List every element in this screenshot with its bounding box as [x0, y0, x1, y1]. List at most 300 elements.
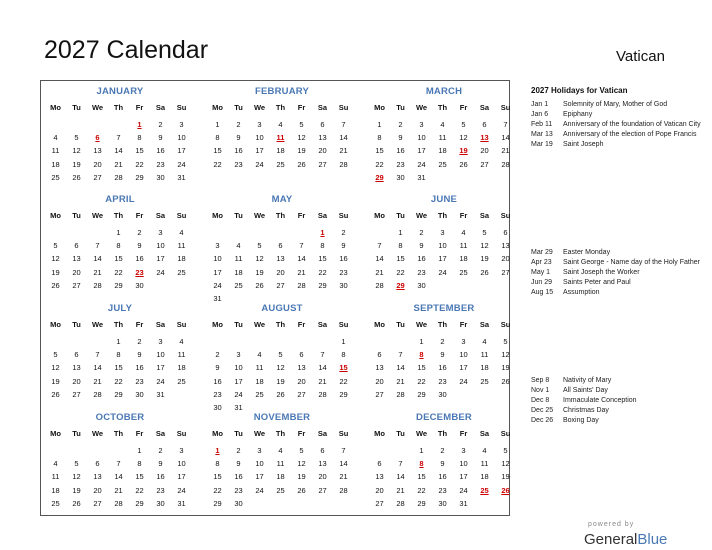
calendar-day: 8 [341, 350, 346, 360]
weekday-header: We [253, 429, 266, 438]
calendar-day: 12 [72, 146, 81, 156]
calendar-day: 7 [398, 459, 403, 469]
calendar-day: 20 [72, 376, 81, 386]
calendar-day: 22 [396, 267, 405, 277]
calendar-day: 26 [72, 172, 81, 182]
calendar-day: 11 [480, 350, 489, 360]
weekday-header: Mo [212, 211, 223, 220]
calendar-day: 9 [440, 459, 445, 469]
calendar-day: 6 [320, 120, 325, 129]
weekday-header: We [415, 429, 428, 438]
weekday-header: Sa [317, 429, 328, 438]
calendar-day: 18 [276, 472, 285, 482]
calendar-day: 29 [114, 280, 123, 290]
calendar-day: 19 [297, 472, 306, 482]
weekday-header: We [91, 211, 104, 220]
holiday-date: Feb 11 [531, 121, 553, 128]
calendar-day: 27 [72, 389, 81, 399]
calendar-day: 30 [339, 280, 348, 290]
holiday-item [531, 258, 701, 267]
weekday-header: We [91, 320, 104, 329]
weekday-header: Fr [297, 320, 306, 329]
month-september [369, 300, 519, 406]
calendar-day: 8 [116, 350, 121, 360]
weekday-header: Tu [72, 320, 81, 329]
calendar-day: 11 [480, 459, 489, 469]
calendar-day: 4 [482, 337, 487, 346]
weekday-header: Mo [374, 320, 385, 329]
calendar-day: 29 [318, 280, 327, 290]
calendar-day: 26 [276, 389, 285, 399]
calendar-day: 24 [234, 389, 243, 399]
holiday-name: Saint Joseph the Worker [563, 269, 640, 276]
weekday-header: Tu [396, 103, 405, 112]
weekday-header: Th [275, 429, 286, 438]
calendar-day: 25 [459, 267, 468, 277]
calendar-day: 15 [417, 363, 426, 373]
calendar-day: 12 [501, 459, 510, 469]
holiday-date: May 1 [531, 269, 551, 276]
calendar-day: 5 [503, 446, 508, 455]
holiday-day: 6 [95, 133, 100, 143]
calendar-day: 21 [297, 267, 306, 277]
calendar-day: 13 [375, 363, 384, 373]
calendar-day: 22 [417, 485, 426, 495]
calendar-day: 22 [213, 485, 222, 495]
calendar-day: 31 [177, 498, 186, 508]
holiday-item [531, 416, 701, 425]
calendar-day: 3 [461, 446, 466, 455]
calendar-day: 26 [459, 159, 468, 169]
calendar-day: 11 [51, 472, 60, 482]
calendar-day: 3 [257, 120, 262, 129]
calendar-day: 5 [299, 120, 304, 129]
calendar-day: 17 [156, 254, 165, 264]
weekday-header: Sa [155, 429, 166, 438]
holiday-item [531, 100, 701, 109]
calendar-day: 10 [255, 133, 264, 143]
calendar-day: 6 [74, 241, 79, 251]
calendar-day: 25 [177, 376, 186, 386]
holiday-item [531, 248, 701, 257]
calendar-day: 21 [339, 146, 348, 156]
calendar-day: 7 [95, 241, 100, 251]
calendar-day: 13 [72, 363, 81, 373]
holiday-day: 1 [137, 120, 142, 129]
calendar-day: 5 [482, 228, 487, 237]
calendar-day: 12 [51, 254, 60, 264]
calendar-day: 27 [318, 485, 327, 495]
weekday-header: Mo [50, 429, 61, 438]
holiday-date: Sep 8 [531, 377, 550, 384]
holiday-day: 1 [320, 228, 325, 237]
weekday-header: Sa [317, 211, 328, 220]
weekday-header: Th [113, 103, 124, 112]
calendar-day: 17 [255, 146, 264, 156]
calendar-day: 20 [501, 254, 510, 264]
calendar-day: 17 [177, 146, 186, 156]
weekday-header: Tu [72, 103, 81, 112]
holiday-name: Saint Joseph [563, 141, 604, 148]
calendar-day: 3 [158, 228, 163, 237]
page-title: 2027 Calendar [44, 36, 209, 64]
calendar-day: 11 [438, 133, 447, 143]
calendar-day: 31 [177, 172, 186, 182]
holiday-day: 26 [501, 485, 510, 495]
holiday-name: Nativity of Mary [563, 377, 612, 384]
calendar-day: 18 [234, 267, 243, 277]
holiday-name: Immaculate Conception [563, 397, 637, 404]
calendar-day: 23 [234, 485, 243, 495]
holiday-date: Dec 25 [531, 407, 554, 414]
calendar-day: 16 [234, 146, 243, 156]
calendar-day: 15 [375, 146, 384, 156]
calendar-day: 30 [417, 280, 426, 290]
calendar-day: 10 [417, 133, 426, 143]
calendar-day: 20 [318, 146, 327, 156]
calendar-day: 4 [257, 350, 262, 360]
calendar-day: 19 [501, 363, 510, 373]
calendar-day: 18 [177, 254, 186, 264]
calendar-day: 8 [398, 241, 403, 251]
calendar-day: 1 [137, 446, 142, 455]
calendar-day: 31 [156, 389, 165, 399]
month-october [45, 409, 195, 515]
weekday-header: We [253, 211, 266, 220]
calendar-day: 1 [116, 228, 121, 237]
calendar-day: 28 [396, 389, 405, 399]
calendar-day: 20 [276, 267, 285, 277]
calendar-day: 5 [74, 133, 79, 143]
calendar-day: 2 [158, 446, 163, 455]
calendar-day: 12 [72, 472, 81, 482]
weekday-header: We [415, 103, 428, 112]
brand-name-part1: General [584, 531, 638, 548]
calendar-day: 19 [51, 376, 60, 386]
holiday-day: 15 [339, 363, 348, 373]
calendar-day: 28 [114, 498, 123, 508]
holiday-day: 8 [419, 350, 424, 360]
holiday-date: Dec 26 [531, 417, 554, 424]
month-july [45, 300, 195, 406]
weekday-header: Mo [50, 103, 61, 112]
calendar-day: 24 [156, 376, 165, 386]
calendar-day: 30 [396, 172, 405, 182]
month-name: JUNE [430, 194, 458, 205]
calendar-day: 17 [459, 472, 468, 482]
weekday-header: Mo [50, 211, 61, 220]
holiday-date: Mar 29 [531, 249, 553, 256]
calendar-day: 14 [93, 254, 102, 264]
weekday-header: Su [500, 211, 511, 220]
calendar-day: 28 [93, 280, 102, 290]
calendar-day: 1 [215, 120, 220, 129]
calendar-day: 21 [93, 267, 102, 277]
calendar-day: 5 [53, 350, 58, 360]
calendar-day: 24 [438, 267, 447, 277]
weekday-header: Th [275, 103, 286, 112]
holiday-item [531, 406, 701, 415]
calendar-day: 2 [341, 228, 346, 237]
weekday-header: Su [176, 320, 187, 329]
calendar-day: 3 [179, 120, 184, 129]
calendar-day: 31 [234, 403, 243, 412]
calendar-day: 16 [135, 254, 144, 264]
calendar-day: 25 [51, 498, 60, 508]
calendar-day: 20 [375, 485, 384, 495]
calendar-day: 10 [438, 241, 447, 251]
calendar-day: 2 [236, 446, 241, 455]
month-november [207, 409, 357, 515]
calendar-day: 15 [135, 472, 144, 482]
calendar-day: 26 [297, 159, 306, 169]
calendar-day: 4 [482, 446, 487, 455]
calendar-day: 23 [213, 389, 222, 399]
holiday-date: Mar 19 [531, 141, 553, 148]
weekday-header: Th [275, 320, 286, 329]
holiday-item [531, 278, 701, 287]
calendar-day: 10 [213, 254, 222, 264]
weekday-header: Tu [234, 103, 243, 112]
weekday-header: Mo [212, 103, 223, 112]
calendar-day: 27 [318, 159, 327, 169]
calendar-day: 14 [339, 133, 348, 143]
calendar-day: 26 [501, 376, 510, 386]
calendar-day: 2 [158, 120, 163, 129]
month-march [369, 83, 519, 189]
calendar-day: 18 [177, 363, 186, 373]
brand-name-part2: Blue [637, 531, 668, 548]
calendar-day: 9 [158, 133, 163, 143]
calendar-day: 7 [320, 350, 325, 360]
calendar-day: 27 [375, 498, 384, 508]
weekday-header: Sa [479, 429, 490, 438]
calendar-day: 3 [179, 446, 184, 455]
weekday-header: Fr [135, 211, 144, 220]
month-april [45, 191, 195, 297]
calendar-day: 22 [114, 267, 123, 277]
calendar-day: 9 [215, 363, 220, 373]
weekday-header: Mo [50, 320, 61, 329]
calendar-day: 2 [440, 337, 445, 346]
calendar-day: 25 [438, 159, 447, 169]
calendar-day: 9 [137, 350, 142, 360]
calendar-day: 25 [276, 159, 285, 169]
holiday-day: 29 [396, 280, 405, 290]
weekday-header: Su [338, 211, 349, 220]
calendar-day: 20 [297, 376, 306, 386]
calendar-day: 16 [135, 363, 144, 373]
weekday-header: We [415, 320, 428, 329]
calendar-day: 17 [234, 376, 243, 386]
calendar-day: 9 [440, 350, 445, 360]
calendar-day: 11 [459, 241, 468, 251]
calendar-day: 24 [459, 485, 468, 495]
calendar-day: 17 [417, 146, 426, 156]
calendar-day: 23 [135, 376, 144, 386]
weekday-header: We [253, 320, 266, 329]
weekday-header: Fr [135, 429, 144, 438]
calendar-day: 27 [72, 280, 81, 290]
calendar-day: 7 [341, 446, 346, 455]
month-january [45, 83, 195, 189]
calendar-day: 30 [438, 389, 447, 399]
weekday-header: Su [500, 103, 511, 112]
calendar-day: 14 [396, 472, 405, 482]
calendar-day: 16 [234, 472, 243, 482]
calendar-day: 3 [215, 241, 220, 251]
calendar-day: 29 [213, 498, 222, 508]
calendar-day: 10 [234, 363, 243, 373]
calendar-day: 4 [440, 120, 445, 129]
holiday-name: Anniversary of the foundation of Vatican City [563, 121, 701, 128]
calendar-day: 17 [213, 267, 222, 277]
calendar-day: 1 [419, 337, 424, 346]
calendar-day: 4 [236, 241, 241, 251]
calendar-day: 23 [438, 485, 447, 495]
brand-name [584, 531, 667, 548]
calendar-day: 1 [419, 446, 424, 455]
calendar-day: 1 [398, 228, 403, 237]
calendar-day: 11 [255, 363, 264, 373]
month-name: APRIL [105, 194, 135, 205]
calendar-day: 13 [276, 254, 285, 264]
calendar-day: 26 [297, 485, 306, 495]
weekday-header: Su [500, 429, 511, 438]
calendar-day: 16 [213, 376, 222, 386]
month-name: OCTOBER [95, 412, 145, 423]
weekday-header: Th [275, 211, 286, 220]
weekday-header: Fr [297, 429, 306, 438]
calendar-day: 2 [440, 446, 445, 455]
month-name: NOVEMBER [253, 412, 311, 423]
calendar-day: 18 [480, 472, 489, 482]
calendar-day: 5 [299, 446, 304, 455]
brand-tagline: powered by [588, 521, 635, 528]
calendar-day: 16 [396, 146, 405, 156]
holiday-item [531, 140, 701, 149]
calendar-day: 30 [156, 498, 165, 508]
calendar-day: 13 [297, 363, 306, 373]
weekday-header: Tu [396, 429, 405, 438]
calendar-day: 13 [318, 459, 327, 469]
calendar-day: 21 [93, 376, 102, 386]
month-december [369, 409, 519, 515]
calendar-day: 24 [255, 159, 264, 169]
calendar-day: 11 [177, 350, 186, 360]
calendar-day: 21 [318, 376, 327, 386]
weekday-header: Sa [317, 320, 328, 329]
calendar-day: 4 [278, 446, 283, 455]
calendar-day: 13 [501, 241, 510, 251]
weekday-header: Fr [459, 429, 468, 438]
holiday-date: Mar 13 [531, 131, 553, 138]
weekday-header: Tu [234, 429, 243, 438]
holiday-day: 1 [215, 446, 220, 455]
calendar-day: 30 [438, 498, 447, 508]
calendar-day: 14 [318, 363, 327, 373]
calendar-day: 22 [135, 159, 144, 169]
weekday-header: Sa [479, 320, 490, 329]
calendar-day: 9 [158, 459, 163, 469]
calendar-day: 29 [135, 498, 144, 508]
holiday-day: 11 [276, 133, 285, 143]
calendar-day: 27 [501, 267, 510, 277]
calendar-day: 3 [419, 120, 424, 129]
calendar-day: 25 [51, 172, 60, 182]
calendar-day: 4 [179, 337, 184, 346]
weekday-header: Mo [212, 429, 223, 438]
calendar-day: 24 [177, 159, 186, 169]
calendar-day: 21 [114, 159, 123, 169]
calendar-day: 28 [93, 389, 102, 399]
calendar-day: 20 [375, 376, 384, 386]
calendar-day: 2 [236, 120, 241, 129]
calendar-day: 20 [93, 485, 102, 495]
holiday-item [531, 130, 701, 139]
calendar-day: 22 [114, 376, 123, 386]
calendar-day: 15 [396, 254, 405, 264]
calendar-day: 19 [297, 146, 306, 156]
calendar-day: 31 [213, 294, 222, 303]
calendar-day: 15 [213, 472, 222, 482]
weekday-header: Su [176, 429, 187, 438]
weekday-header: Su [338, 429, 349, 438]
calendar-day: 16 [438, 363, 447, 373]
calendar-day: 22 [135, 485, 144, 495]
calendar-day: 12 [480, 241, 489, 251]
calendar-day: 8 [215, 133, 220, 143]
holiday-item [531, 288, 701, 297]
holiday-name: Easter Monday [563, 249, 611, 256]
calendar-day: 3 [236, 350, 241, 360]
weekday-header: We [91, 429, 104, 438]
calendar-day: 26 [51, 389, 60, 399]
holiday-item [531, 110, 701, 119]
calendar-day: 30 [234, 498, 243, 508]
calendar-day: 30 [135, 389, 144, 399]
calendar-day: 13 [93, 146, 102, 156]
weekday-header: Sa [155, 103, 166, 112]
calendar-day: 15 [213, 146, 222, 156]
calendar-day: 15 [114, 254, 123, 264]
holiday-date: Apr 23 [531, 259, 552, 266]
holiday-name: Saint George - Name day of the Holy Father [563, 259, 700, 266]
holiday-name: Epiphany [563, 111, 593, 118]
calendar-day: 20 [318, 472, 327, 482]
calendar-day: 23 [438, 376, 447, 386]
weekday-header: Su [176, 211, 187, 220]
calendar-day: 26 [480, 267, 489, 277]
calendar-day: 25 [255, 389, 264, 399]
calendar-day: 3 [158, 337, 163, 346]
calendar-day: 7 [116, 133, 121, 143]
holiday-name: Boxing Day [563, 417, 599, 424]
calendar-day: 22 [417, 376, 426, 386]
calendar-day: 15 [114, 363, 123, 373]
calendar-day: 28 [114, 172, 123, 182]
weekday-header: Tu [72, 429, 81, 438]
calendar-day: 2 [137, 228, 142, 237]
calendar-day: 25 [480, 376, 489, 386]
calendar-day: 16 [156, 146, 165, 156]
calendar-day: 17 [255, 472, 264, 482]
month-name: JULY [107, 303, 133, 314]
calendar-day: 1 [377, 120, 382, 129]
calendar-day: 17 [177, 472, 186, 482]
calendar-day: 25 [177, 267, 186, 277]
calendar-day: 28 [396, 498, 405, 508]
